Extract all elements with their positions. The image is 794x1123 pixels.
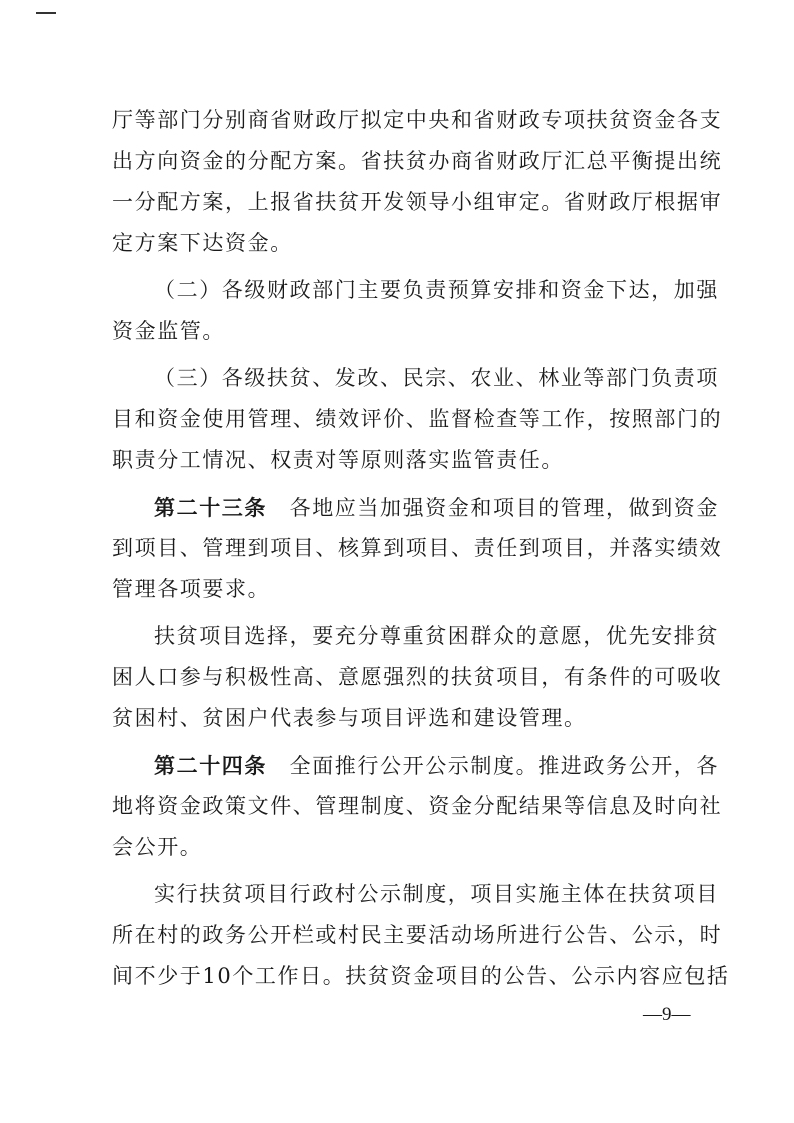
- text-line: 到项目、管理到项目、核算到项目、责任到项目，并落实绩效: [112, 536, 723, 560]
- paragraph-5: [112, 616, 723, 739]
- article-23: [112, 487, 723, 610]
- text-line: 间不少于10个工作日。扶贫资金项目的公告、公示内容应包括: [112, 964, 730, 988]
- text-line: 困人口参与积极性高、意愿强烈的扶贫项目，有条件的可吸收: [112, 665, 723, 689]
- text-line: （二）各级财政部门主要负责预算安排和资金下达，加强: [154, 278, 719, 302]
- text-line: 贫困村、贫困户代表参与项目评选和建设管理。: [112, 706, 587, 730]
- article-text: 全面推行公开公示制度。推进政务公开，各: [267, 754, 719, 778]
- text-line: 一分配方案，上报省扶贫开发领导小组审定。省财政厅根据审: [112, 190, 723, 214]
- article-number: 第二十四条: [154, 753, 267, 778]
- text-line: （三）各级扶贫、发改、民宗、农业、林业等部门负责项: [154, 366, 719, 390]
- article-text: 各地应当加强资金和项目的管理，做到资金: [267, 496, 719, 520]
- text-line: 资金监管。: [112, 319, 225, 343]
- article-number: 第二十三条: [154, 495, 267, 520]
- text-line: 实行扶贫项目行政村公示制度，项目实施主体在扶贫项目: [154, 882, 719, 906]
- text-line: 会公开。: [112, 835, 203, 859]
- article-24: [112, 745, 723, 868]
- text-line: 管理各项要求。: [112, 577, 271, 601]
- corner-mark: [36, 12, 56, 14]
- paragraph-2: [112, 270, 719, 352]
- text-line: 目和资金使用管理、绩效评价、监督检查等工作，按照部门的: [112, 407, 723, 431]
- text-line: 出方向资金的分配方案。省扶贫办商省财政厅汇总平衡提出统: [112, 149, 723, 173]
- text-line: 所在村的政务公开栏或村民主要活动场所进行公告、公示，时: [112, 923, 723, 947]
- page-number: —9—: [643, 1004, 691, 1025]
- text-line: [112, 745, 719, 786]
- text-line: [112, 487, 719, 528]
- paragraph-7: [112, 874, 730, 997]
- text-line: 地将资金政策文件、管理制度、资金分配结果等信息及时向社: [112, 794, 723, 818]
- text-line: 扶贫项目选择，要充分尊重贫困群众的意愿，优先安排贫: [154, 624, 719, 648]
- paragraph-3: [112, 358, 723, 481]
- paragraph-1: [112, 100, 723, 264]
- text-line: 职责分工情况、权责对等原则落实监管责任。: [112, 448, 564, 472]
- text-line: 定方案下达资金。: [112, 231, 293, 255]
- text-line: 厅等部门分别商省财政厅拟定中央和省财政专项扶贫资金各支: [112, 108, 723, 132]
- document-body: [112, 100, 730, 997]
